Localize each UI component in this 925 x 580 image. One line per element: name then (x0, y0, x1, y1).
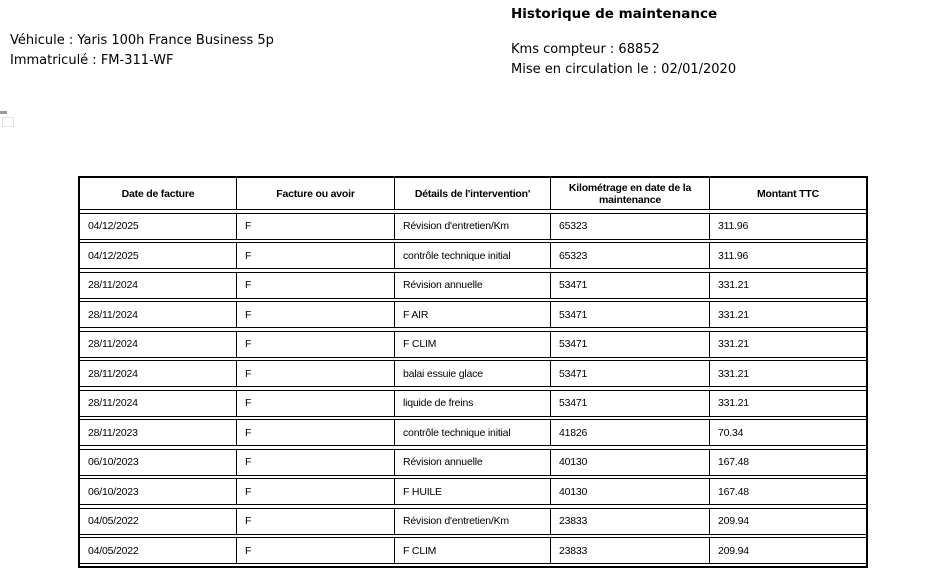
table-row (80, 272, 866, 299)
cell-invoice-date: 06/10/2023 (80, 479, 237, 504)
column-header-details: Détails de l'intervention' (395, 178, 551, 209)
cell-facture-type: F (237, 361, 395, 386)
circulation-date-label: Mise en circulation le : 02/01/2020 (511, 62, 737, 77)
cell-montant-ttc: 209.94 (718, 515, 749, 527)
cell-montant-ttc: 331.21 (718, 308, 749, 321)
cell-kilometrage: 40130 (551, 450, 710, 475)
cell-kilometrage: 65323 (551, 214, 710, 239)
cell-montant-ttc: 167.48 (718, 456, 749, 468)
table-body (80, 213, 866, 565)
column-header-date: Date de facture (80, 178, 237, 209)
cell-montant-ttc: 331.21 (718, 397, 749, 409)
table-row (80, 449, 866, 476)
column-header-montant: Montant TTC (757, 187, 819, 200)
cell-invoice-date: 06/10/2023 (80, 450, 237, 475)
cell-invoice-date: 28/11/2023 (80, 420, 237, 445)
cell-details: Révision d'entretien/Km (395, 509, 551, 534)
cell-facture-type: F (237, 450, 395, 475)
cell-kilometrage: 53471 (551, 332, 710, 357)
cell-kilometrage: 23833 (551, 538, 710, 563)
cell-montant-ttc: 70.34 (718, 426, 744, 439)
cell-montant-ttc: 331.21 (718, 338, 749, 350)
cell-details: F AIR (395, 302, 551, 327)
cell-invoice-date: 04/05/2022 (80, 538, 237, 563)
vehicle-info-block (10, 31, 274, 71)
cell-facture-type: F (237, 332, 395, 357)
page-title: Historique de maintenance (511, 6, 718, 22)
cell-facture-type: F (237, 302, 395, 327)
cell-facture-type: F (237, 214, 395, 239)
registration-label: Immatriculé : FM-311-WF (10, 53, 174, 68)
cell-details: F CLIM (395, 332, 551, 357)
cell-montant-ttc: 311.96 (718, 249, 749, 262)
cell-kilometrage: 65323 (551, 243, 710, 268)
cell-montant-ttc: 167.48 (718, 485, 749, 498)
cell-details: F CLIM (395, 538, 551, 563)
cell-invoice-date: 04/12/2025 (80, 214, 237, 239)
broken-image-artifact (0, 111, 7, 114)
cell-kilometrage: 53471 (551, 361, 710, 386)
cell-details: Révision d'entretien/Km (395, 214, 551, 239)
cell-kilometrage: 23833 (551, 509, 710, 534)
cell-details: balai essuie glace (395, 361, 551, 386)
cell-facture-type: F (237, 479, 395, 504)
cell-kilometrage: 53471 (551, 302, 710, 327)
cell-montant-ttc: 331.21 (718, 279, 749, 291)
cell-facture-type: F (237, 273, 395, 298)
cell-invoice-date: 04/12/2025 (80, 243, 237, 268)
cell-kilometrage: 40130 (551, 479, 710, 504)
table-row (80, 478, 866, 505)
cell-details: contrôle technique initial (395, 420, 551, 445)
cell-kilometrage: 53471 (551, 273, 710, 298)
cell-facture-type: F (237, 391, 395, 416)
odometer-label: Kms compteur : 68852 (511, 42, 660, 57)
cell-invoice-date: 04/05/2022 (80, 509, 237, 534)
cell-invoice-date: 28/11/2024 (80, 302, 237, 327)
cell-details: contrôle technique initial (395, 243, 551, 268)
cell-details: F HUILE (395, 479, 551, 504)
vehicle-label: Véhicule : Yaris 100h France Business 5p (10, 33, 274, 48)
table-row (80, 331, 866, 358)
cell-details: liquide de freins (395, 391, 551, 416)
cell-invoice-date: 28/11/2024 (80, 391, 237, 416)
cell-details: Révision annuelle (395, 273, 551, 298)
table-header-row (80, 178, 866, 210)
cell-montant-ttc: 331.21 (718, 367, 749, 380)
table-row (80, 390, 866, 417)
table-row (80, 242, 866, 269)
cell-facture-type: F (237, 538, 395, 563)
cell-details: Révision annuelle (395, 450, 551, 475)
cell-facture-type: F (237, 509, 395, 534)
table-row (80, 360, 866, 387)
cell-invoice-date: 28/11/2024 (80, 361, 237, 386)
cell-kilometrage: 41826 (551, 420, 710, 445)
maintenance-table (78, 176, 868, 568)
column-header-kilometrage: Kilométrage en date de la maintenance (551, 178, 710, 209)
cell-invoice-date: 28/11/2024 (80, 273, 237, 298)
table-row (80, 537, 866, 564)
cell-invoice-date: 28/11/2024 (80, 332, 237, 357)
cell-montant-ttc: 209.94 (718, 544, 749, 557)
cell-kilometrage: 53471 (551, 391, 710, 416)
column-header-facture: Facture ou avoir (237, 178, 395, 209)
table-row (80, 419, 866, 446)
table-row (80, 213, 866, 240)
cell-facture-type: F (237, 420, 395, 445)
table-row (80, 508, 866, 535)
title-block (511, 5, 736, 80)
table-row (80, 301, 866, 328)
cell-montant-ttc: 311.96 (718, 220, 749, 232)
cell-facture-type: F (237, 243, 395, 268)
